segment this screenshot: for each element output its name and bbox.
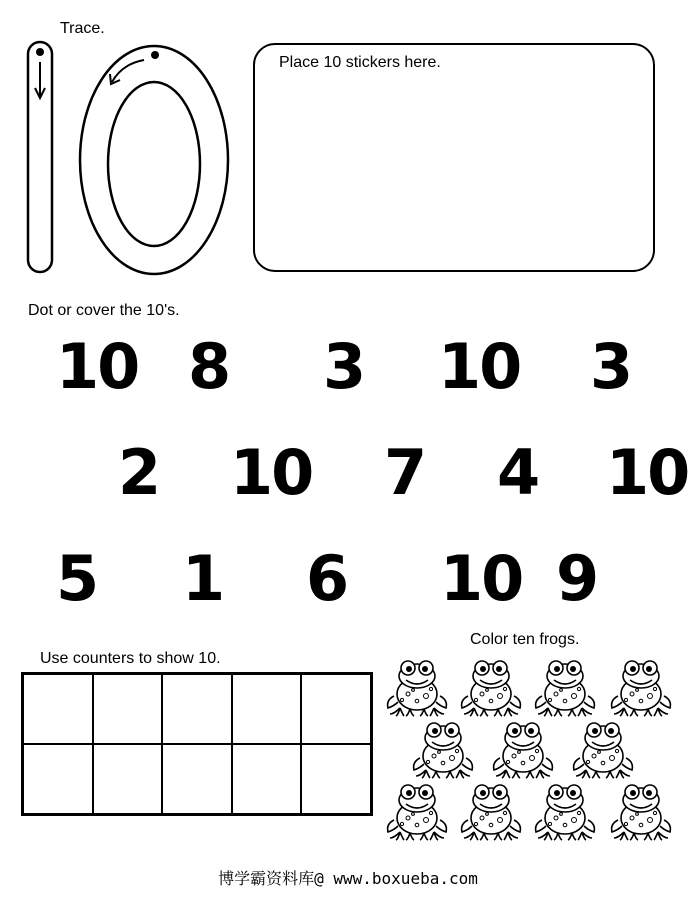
number-r3-c5: 9 bbox=[556, 542, 598, 615]
ten-frame-cell bbox=[301, 674, 371, 744]
number-r2-c3: 7 bbox=[384, 436, 426, 509]
number-r1-c1: 10 bbox=[56, 330, 139, 403]
ten-frame-cell bbox=[232, 744, 302, 814]
ten-frame-cell bbox=[23, 674, 93, 744]
frog-icon bbox=[384, 656, 450, 718]
number-r1-c2: 8 bbox=[188, 330, 230, 403]
frog-icon bbox=[490, 718, 556, 780]
ten-frame-cell bbox=[232, 674, 302, 744]
number-r1-c5: 3 bbox=[590, 330, 632, 403]
trace-label: Trace. bbox=[60, 20, 105, 37]
counters-label: Use counters to show 10. bbox=[40, 650, 221, 667]
number-r2-c1: 2 bbox=[118, 436, 160, 509]
frog-icon bbox=[410, 718, 476, 780]
ten-frame-cell bbox=[93, 674, 163, 744]
number-r3-c4: 10 bbox=[440, 542, 523, 615]
frog-icon bbox=[384, 780, 450, 842]
number-r1-c3: 3 bbox=[323, 330, 365, 403]
ten-frame-cell bbox=[23, 744, 93, 814]
ten-frame bbox=[21, 672, 373, 816]
trace-number-ten bbox=[18, 38, 238, 278]
number-r3-c3: 6 bbox=[306, 542, 348, 615]
frogs-label: Color ten frogs. bbox=[470, 631, 580, 648]
frog-icon bbox=[570, 718, 636, 780]
ten-frame-cell bbox=[301, 744, 371, 814]
number-r2-c4: 4 bbox=[497, 436, 539, 509]
frog-area bbox=[380, 650, 676, 850]
number-r3-c1: 5 bbox=[56, 542, 98, 615]
sticker-box-label: Place 10 stickers here. bbox=[279, 54, 441, 71]
number-r3-c2: 1 bbox=[182, 542, 224, 615]
number-r1-c4: 10 bbox=[438, 330, 521, 403]
ten-frame-cell bbox=[162, 674, 232, 744]
ten-frame-cell bbox=[93, 744, 163, 814]
frog-icon bbox=[458, 656, 524, 718]
ten-frame-cell bbox=[162, 744, 232, 814]
number-r2-c5: 10 bbox=[606, 436, 689, 509]
frog-icon bbox=[608, 656, 674, 718]
dot-cover-label: Dot or cover the 10's. bbox=[28, 302, 180, 319]
sticker-box bbox=[253, 43, 655, 272]
frog-icon bbox=[532, 780, 598, 842]
number-r2-c2: 10 bbox=[230, 436, 313, 509]
frog-icon bbox=[532, 656, 598, 718]
frog-icon bbox=[608, 780, 674, 842]
frog-icon bbox=[458, 780, 524, 842]
footer-watermark: 博学霸资料库@ www.boxueba.com bbox=[218, 869, 478, 888]
